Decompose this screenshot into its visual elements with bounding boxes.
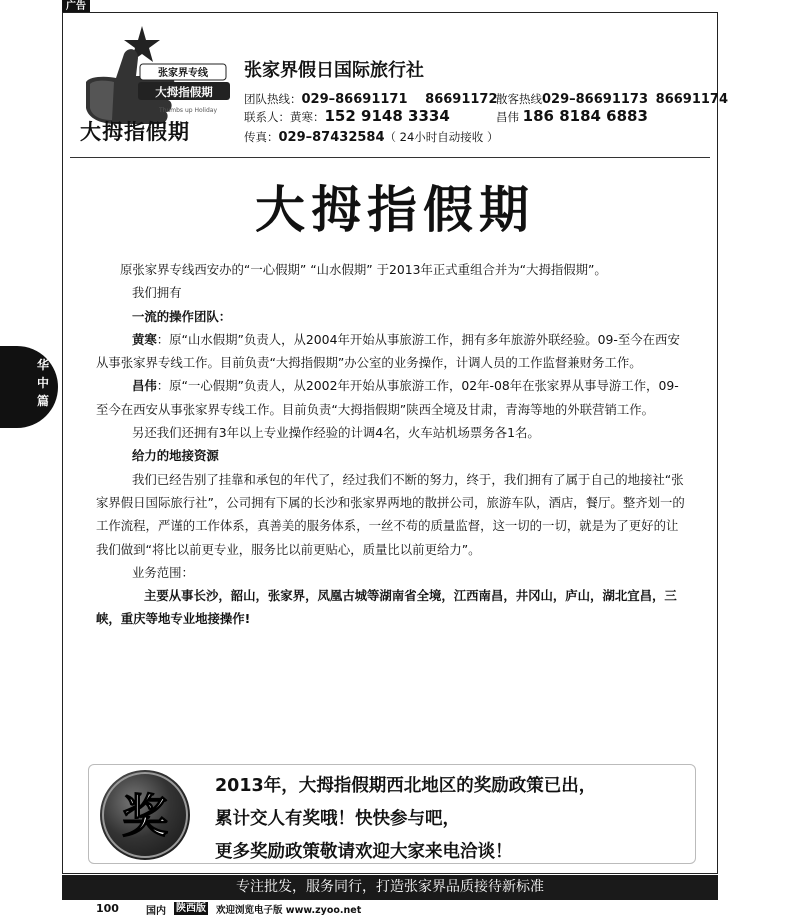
team-hotline-2[interactable]: 86691172 (425, 92, 498, 107)
retail-hotline-1[interactable]: 029–86691173 (542, 92, 648, 107)
huang-paragraph: 黄寒：原“山水假期”负责人，从2004年开始从事旅游工作，拥有多年旅游外联经验。09-至今在西安从事张家界专线工作。目前负责“大拇指假期”办公室的业务操作，计调人员的工作监督兼财务工作。 (96, 331, 680, 371)
footer-website-text[interactable]: 欢迎浏览电子版 www.zyoo.net (216, 905, 362, 916)
award-line-3: 更多奖励政策敬请欢迎大家来电洽谈！ (215, 842, 513, 862)
staff-note: 另还我们还拥有3年以上专业操作经验的计调4名，火车站机场票务各1名。 (132, 425, 540, 441)
ad-tag: 广告 (62, 0, 90, 13)
logo-name: 大拇指假期 (80, 120, 190, 144)
scope-label: 业务范围： (132, 564, 194, 580)
scope-paragraph: 主要从事长沙，韶山，张家界，凤凰古城等湖南省全境，江西南昌，井冈山，庐山，湖北宜昌，三峡，重庆等地专业地接操作! (96, 588, 677, 627)
resources-paragraph: 我们已经告别了挂靠和承包的年代了，经过我们不断的努力，终于，我们拥有了属于自己的地接社“张家界假日国际旅行社”，公司拥有下属的长沙和张家界两地的散拼公司，旅游车队，酒店，餐厅。整齐划一的工作流程，严谨的工作体系，真善美的服务体系，一丝不苟的质量监督，这一切的一切，就是为了更好的让我们做到“将比以前更专业，服务比以前更贴心，质量比以前更给力”。 (96, 471, 685, 557)
retail-hotline: 散客热线029–86691173 86691174 (496, 92, 729, 107)
contact2-phone[interactable]: 186 8184 6883 (522, 107, 648, 125)
resources-heading: 给力的地接资源 (132, 448, 219, 464)
award-line-2: 累计交人有奖哦！快快参与吧， (215, 809, 460, 829)
side-tab: 华中篇 (0, 346, 58, 428)
logo-banner-top: 张家界专线 (158, 68, 208, 79)
article-body (96, 258, 688, 631)
intro-paragraph: 原张家界专线西安办的“一心假期” “山水假期” 于2013年正式重组合并为“大拇指假期”。 (120, 262, 607, 277)
main-title: 大拇指假期 (255, 180, 535, 239)
chang-paragraph: 昌伟：原“一心假期”负责人，从2002年开始从事旅游工作，02年-08年在张家界从事导游工作，09-至今在西安从事张家界专线工作。目前负责“大拇指假期”陕西全境及甘肃，青海等地的外联营销工作。 (96, 378, 679, 417)
team-hotline: 团队热线：029–86691171 86691172 (244, 92, 498, 107)
award-icon (100, 770, 190, 860)
company-name: 张家界假日国际旅行社 (244, 60, 424, 81)
award-line-1: 2013年，大拇指假期西北地区的奖励政策已出， (215, 776, 597, 796)
edition-badge: 陕西版 (176, 903, 206, 914)
award-char: 奖 (122, 789, 168, 843)
team-hotline-1[interactable]: 029–86691171 (301, 92, 408, 107)
retail-hotline-2[interactable]: 86691174 (655, 92, 729, 107)
fax: 传真：029–87432584（ 24小时自动接收 ） (244, 130, 499, 145)
contact-person: 联系人：黄寒：152 9148 3334 (244, 107, 450, 125)
we-have-line: 我们拥有 (132, 285, 182, 301)
page-number: 100 (96, 902, 119, 915)
logo-banner-main: 大拇指假期 (155, 85, 213, 99)
header-divider (70, 157, 710, 158)
contact-phone[interactable]: 152 9148 3334 (324, 107, 450, 125)
logo-tagline: Thumbs up Holiday (158, 107, 218, 114)
fax-number[interactable]: 029–87432584 (278, 130, 385, 145)
team-heading: 一流的操作团队： (132, 308, 232, 324)
contact-person-2: 昌伟 186 8184 6883 (496, 107, 648, 125)
footer-slogan: 专注批发，服务同行，打造张家界品质接待新标准 (62, 875, 718, 900)
section-label: 国内 (146, 906, 166, 917)
